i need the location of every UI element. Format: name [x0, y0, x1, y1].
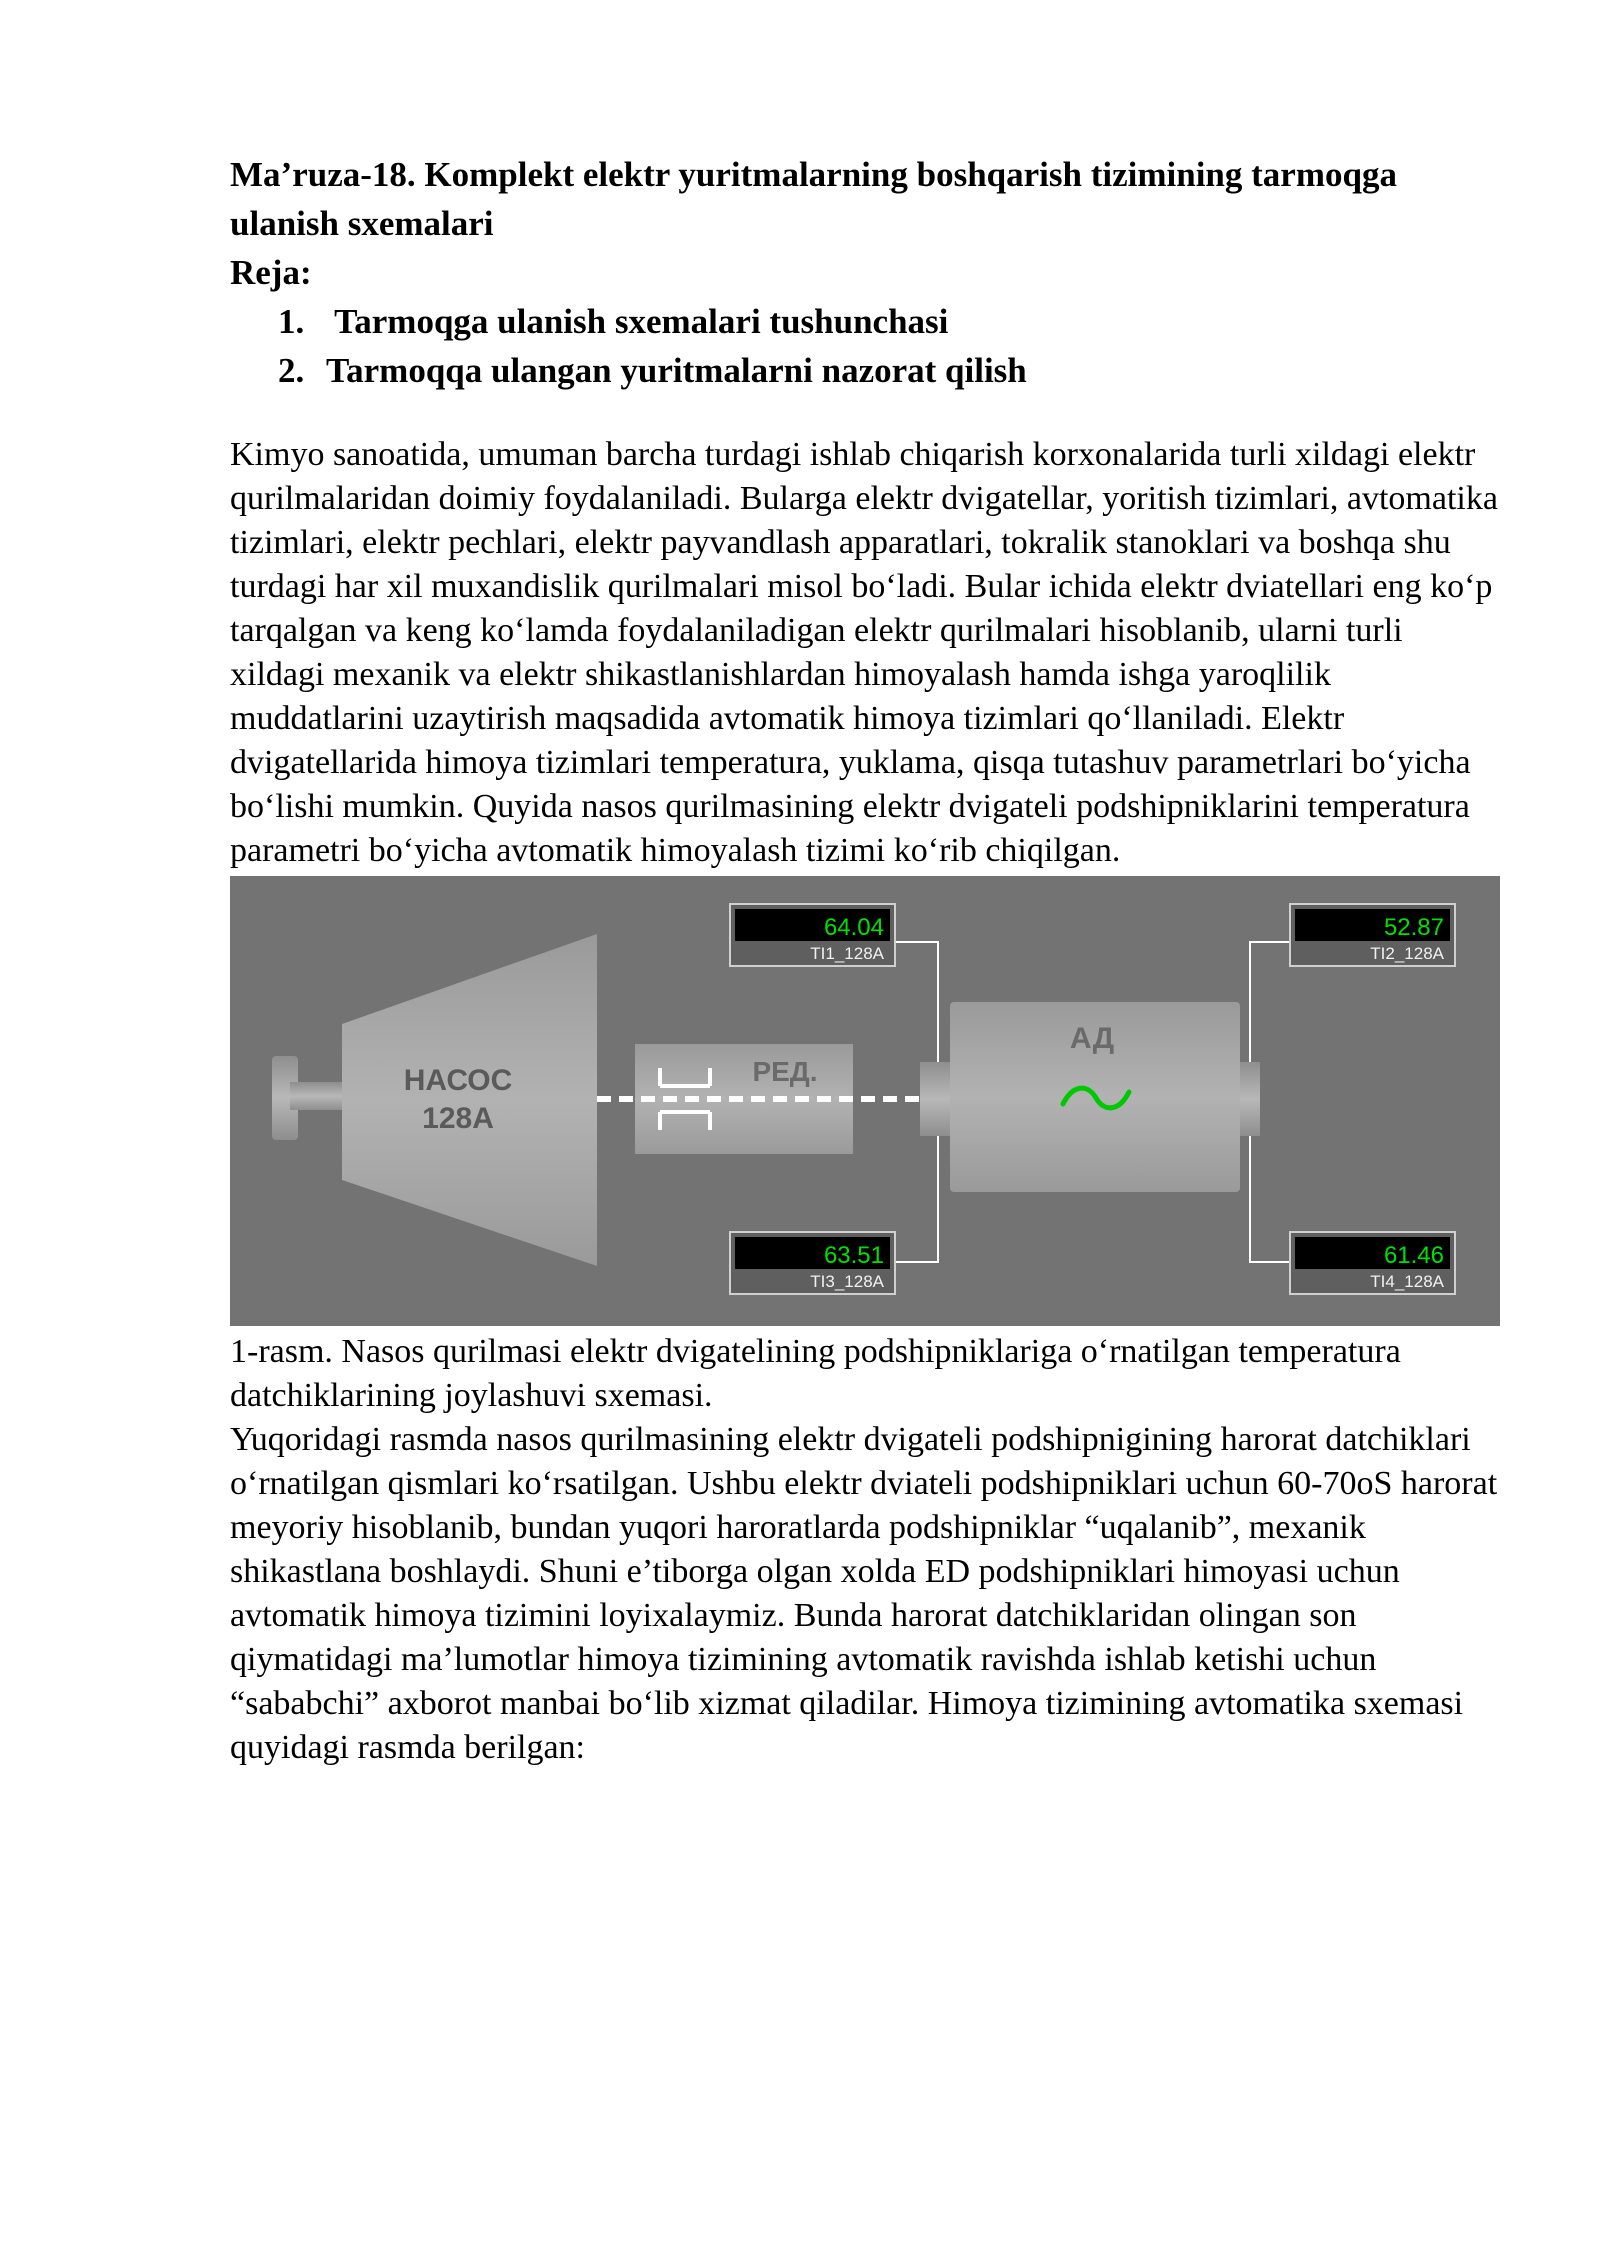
- plan-item: [230, 297, 1500, 346]
- sensor-ti1-value: 64.04: [823, 914, 884, 941]
- sensor-ti2-tag: TI2_128A: [1370, 944, 1444, 963]
- pump-motor-diagram: [230, 876, 1500, 1326]
- sensor-ti4-value: 61.46: [1383, 1242, 1444, 1269]
- description-paragraph: Yuqoridagi rasmda nasos qurilmasining elektr dvigateli podshipnigining harorat datchiklari o‘rnatilgan qismlari ko‘rsatilgan. Ushbu elektr dviateli podshipniklari uchun 60-70oS harorat meyoriy hisoblanib, bundan yuqori haroratlarda podshipniklar “uqalanib”, mexanik shikastlana boshlaydi. Shuni e’tiborga olgan xolda ED podshipniklari himoyasi uchun avtomatik himoya tizimini loyixalaymiz. Bunda harorat datchiklaridan olingan son qiymatidagi ma’lumotlar himoya tizimining avtomatik ravishda ishlab ketishi uchun “sababchi” axborot manbai bo‘lib xizmat qiladilar. Himoya tizimining avtomatika sxemasi quyidagi rasmda berilgan:: [230, 1421, 1498, 1766]
- plan-item-number: 2.: [278, 351, 305, 390]
- pump-label-line2: 128А: [422, 1102, 494, 1135]
- sensor-ti3-value: 63.51: [823, 1242, 884, 1269]
- pump-motor-scada-figure: [230, 876, 1500, 1326]
- figure-caption: 1-rasm. Nasos qurilmasi elektr dvigatelining podshipniklariga o‘rnatilgan temperatura datchiklarining joylashuvi sxemasi.: [230, 1333, 1401, 1414]
- plan-item: [230, 346, 1500, 395]
- document-page: [230, 150, 1500, 1770]
- pump-shaft: [290, 1082, 350, 1110]
- sensor-connector-ti2: [1250, 942, 1290, 1062]
- sensor-ti3: [730, 1232, 895, 1294]
- plan-item-text: Tarmoqqa ulangan yuritmalarni nazorat qilish: [326, 351, 1027, 390]
- lecture-title: Ma’ruza-18. Komplekt elektr yuritmalarning boshqarish tizimining tarmoqga ulanish sxemalari: [230, 155, 1397, 243]
- sensor-ti2-value: 52.87: [1383, 914, 1444, 941]
- sensor-connector-ti3: [895, 1136, 938, 1262]
- sensor-ti4: [1290, 1232, 1455, 1294]
- intro-paragraph: Kimyo sanoatida, umuman barcha turdagi ishlab chiqarish korxonalarida turli xildagi elektr qurilmalaridan doimiy foydalaniladi. Bularga elektr dvigatellar, yoritish tizimlari, avtomatika tizimlari, elektr pechlari, elektr payvandlash apparatlari, tokralik stanoklari va boshqa shu turdagi har xil muxandislik qurilmalari misol bo‘ladi. Bular ichida elektr dviatellari eng ko‘p tarqalgan va keng ko‘lamda foydalaniladigan elektr qurilmalari hisoblanib, ularni turli xildagi mexanik va elektr shikastlanishlardan himoyalash hamda ishga yaroqlilik muddatlarini uzaytirish maqsadida avtomatik himoya tizimlari qo‘llaniladi. Elektr dvigatellarida himoya tizimlari temperatura, yuklama, qisqa tutashuv parametrlari bo‘yicha bo‘lishi mumkin. Quyida nasos qurilmasining elektr dvigateli podshipniklarini temperatura parametri bo‘yicha avtomatik himoyalash tizimi ko‘rib chiqilgan.: [230, 436, 1498, 869]
- plan-item-number: 1.: [278, 302, 305, 341]
- reducer-label: РЕД.: [752, 1056, 818, 1087]
- motor-shaft-left: [920, 1062, 952, 1136]
- plan-list: [230, 297, 1500, 395]
- sensor-connector-ti4: [1250, 1136, 1290, 1262]
- plan-item-text: Tarmoqga ulanish sxemalari tushunchasi: [326, 302, 949, 341]
- pump-label-line1: НАСОС: [403, 1064, 513, 1097]
- plan-heading: Reja:: [230, 253, 312, 292]
- sensor-ti4-tag: TI4_128A: [1370, 1272, 1444, 1291]
- sensor-ti3-tag: TI3_128A: [810, 1272, 884, 1291]
- sensor-ti1-tag: TI1_128A: [810, 944, 884, 963]
- pump-body: [342, 934, 597, 1266]
- motor-label: АД: [1069, 1022, 1115, 1055]
- sensor-ti2: [1290, 904, 1455, 966]
- motor-shaft-right: [1238, 1062, 1260, 1136]
- sensor-connector-ti1: [895, 942, 938, 1062]
- sensor-ti1: [730, 904, 895, 966]
